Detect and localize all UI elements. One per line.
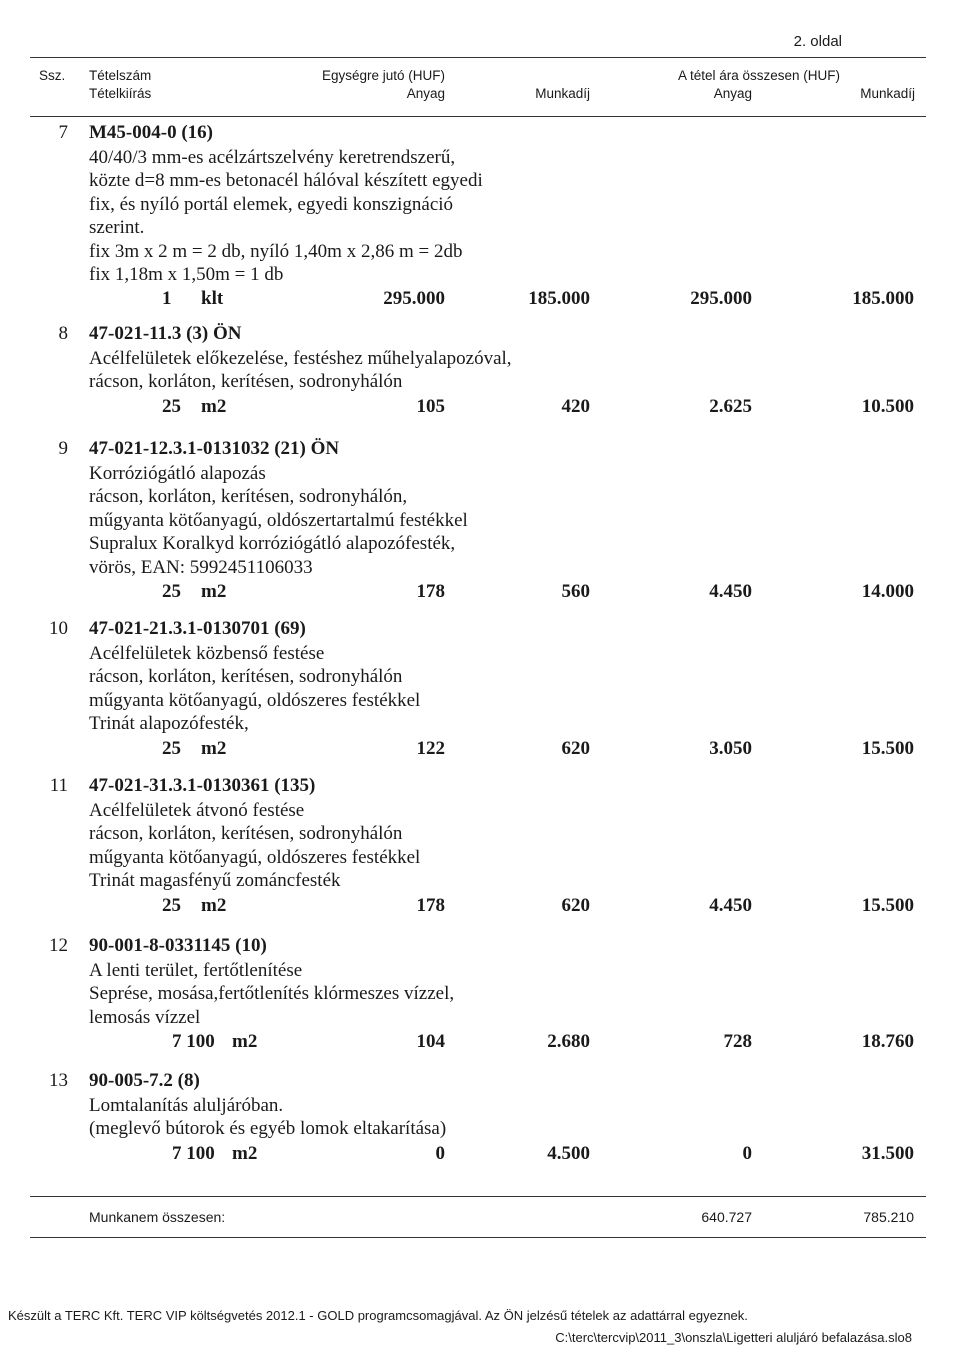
- footer-file-path: C:\terc\tercvip\2011_3\onszla\Ligetteri aluljáró befalazása.slo8: [555, 1330, 912, 1345]
- item-total-anyag: 2.625: [709, 395, 752, 417]
- item-qty-value: 1: [162, 288, 172, 310]
- item-number: 8: [58, 323, 68, 344]
- item-number: 11: [49, 775, 68, 796]
- item-total-munkadij: 185.000: [852, 288, 914, 310]
- item-unit-anyag: 104: [416, 1031, 445, 1053]
- header-total-anyag: Anyag: [713, 86, 752, 101]
- item-unit-munkadij: 620: [561, 737, 590, 759]
- item-number: 12: [49, 935, 68, 956]
- item-description-line: Lomtalanítás aluljáróban.: [89, 1095, 284, 1116]
- header-total-munkadij: Munkadíj: [860, 86, 915, 101]
- item-unit-munkadij: 420: [561, 395, 590, 417]
- item-code: M45-004-0 (16): [89, 122, 213, 143]
- summary-total-anyag: 640.727: [701, 1209, 752, 1225]
- item-qty-value: 7 100: [172, 1031, 215, 1053]
- header-unit-anyag: Anyag: [406, 86, 445, 101]
- item-description-line: lemosás vízzel: [89, 1006, 201, 1028]
- summary-top-rule: [30, 1196, 926, 1197]
- item-number: 13: [49, 1070, 68, 1091]
- item-code: 90-001-8-0331145 (10): [89, 935, 267, 956]
- page-number: 2. oldal: [793, 33, 842, 50]
- item-unit-munkadij: 2.680: [547, 1031, 590, 1053]
- item-description-line: Seprése, mosása,fertőtlenítés klórmeszes vízzel,: [89, 983, 455, 1005]
- item-number: 7: [58, 122, 68, 143]
- item-description-line: műgyanta kötőanyagú, oldószeres festékkel: [89, 846, 421, 868]
- item-description-line: Acélfelületek előkezelése, festéshez műhelyalapozóval,: [89, 348, 512, 369]
- item-total-anyag: 0: [742, 1142, 752, 1164]
- item-description-line: rácson, korláton, kerítésen, sodronyhálón: [89, 371, 403, 393]
- item-description-line: fix 3m x 2 m = 2 db, nyíló 1,40m x 2,86 m = 2db: [89, 240, 463, 262]
- item-qty-value: 25: [162, 395, 181, 417]
- item-qty-unit: m2: [232, 1031, 258, 1053]
- item-unit-anyag: 295.000: [383, 288, 445, 310]
- item-description-line: rácson, korláton, kerítésen, sodronyhálón: [89, 666, 403, 688]
- item-description-line: Korróziógátló alapozás: [89, 463, 266, 484]
- item-description-line: (meglevő bútorok és egyéb lomok eltakarítása): [89, 1118, 447, 1140]
- item-description: [89, 799, 420, 893]
- summary-total-munkadij: 785.210: [863, 1209, 914, 1225]
- item-unit-munkadij: 560: [561, 581, 590, 602]
- item-description: [89, 642, 420, 736]
- item-number: 9: [58, 438, 68, 459]
- item-description-line: szerint.: [89, 217, 145, 239]
- item-total-munkadij: 14.000: [861, 581, 914, 602]
- item-description: [89, 959, 454, 1029]
- item-total-munkadij: 15.500: [861, 737, 914, 759]
- item-qty-unit: m2: [201, 737, 227, 759]
- header-ssz: Ssz.: [39, 68, 66, 83]
- summary-label: Munkanem összesen:: [89, 1209, 226, 1225]
- item-total-anyag: 4.450: [709, 894, 752, 916]
- item-qty-value: 25: [162, 894, 181, 916]
- item-description-line: Supralux Koralkyd korróziógátló alapozófesték,: [89, 533, 456, 555]
- item-qty-value: 25: [162, 737, 181, 759]
- item-code: 47-021-31.3.1-0130361 (135): [89, 775, 316, 796]
- item-qty-value: 25: [162, 581, 181, 602]
- item-total-anyag: 295.000: [690, 288, 752, 310]
- item-unit-anyag: 178: [416, 894, 445, 916]
- item-qty-unit: m2: [201, 894, 227, 916]
- item-total-anyag: 4.450: [709, 581, 752, 602]
- item-code: 47-021-12.3.1-0131032 (21) ÖN: [89, 438, 340, 459]
- item-description: [89, 462, 468, 579]
- header-osszesen: A tétel ára összesen (HUF): [677, 68, 840, 83]
- item-total-anyag: 728: [723, 1031, 752, 1053]
- item-description-line: 40/40/3 mm-es acélzártszelvény keretrendszerű,: [89, 147, 456, 168]
- item-qty-unit: m2: [201, 395, 227, 417]
- item-unit-munkadij: 620: [561, 894, 590, 916]
- item-code: 47-021-11.3 (3) ÖN: [89, 323, 242, 344]
- item-unit-anyag: 0: [435, 1142, 445, 1164]
- item-qty-unit: klt: [201, 288, 224, 310]
- item-description-line: Trinát alapozófesték,: [89, 713, 249, 735]
- item-qty-unit: m2: [232, 1142, 258, 1164]
- item-description-line: Trinát magasfényű zománcfesték: [89, 870, 341, 892]
- item-unit-munkadij: 4.500: [547, 1142, 590, 1164]
- item-total-anyag: 3.050: [709, 737, 752, 759]
- item-total-munkadij: 15.500: [861, 894, 914, 916]
- header-tetelszam: Tételszám: [89, 68, 152, 83]
- item-description-line: rácson, korláton, kerítésen, sodronyhálón,: [89, 486, 408, 508]
- item-description-line: A lenti terület, fertőtlenítése: [89, 960, 303, 981]
- item-qty-unit: m2: [201, 581, 227, 602]
- item-total-munkadij: 31.500: [861, 1142, 914, 1164]
- item-total-munkadij: 18.760: [861, 1031, 914, 1053]
- item-description-line: rácson, korláton, kerítésen, sodronyhálón: [89, 823, 403, 845]
- item-unit-anyag: 178: [416, 581, 445, 602]
- item-number: 10: [49, 618, 68, 639]
- summary-bottom-rule: [30, 1237, 926, 1238]
- header-egysegre: Egységre jutó (HUF): [321, 68, 445, 83]
- item-description: [89, 1094, 446, 1141]
- item-total-munkadij: 10.500: [861, 395, 914, 417]
- item-code: 47-021-21.3.1-0130701 (69): [89, 618, 306, 639]
- item-description-line: műgyanta kötőanyagú, oldószeres festékkel: [89, 689, 421, 711]
- item-description: [89, 347, 512, 394]
- item-description-line: fix 1,18m x 1,50m = 1 db: [89, 264, 284, 286]
- item-unit-anyag: 122: [416, 737, 445, 759]
- item-unit-munkadij: 185.000: [528, 288, 590, 310]
- footer-credit: Készült a TERC Kft. TERC VIP költségvetés 2012.1 - GOLD programcsomagjával. Az ÖN jelzésű tételek az adattárral egyeznek.: [8, 1308, 748, 1323]
- header-top-rule: [30, 57, 926, 58]
- item-description-line: vörös, EAN: 5992451106033: [89, 556, 313, 578]
- item-description-line: műgyanta kötőanyagú, oldószertartalmú festékkel: [89, 509, 468, 531]
- item-description-line: Acélfelületek átvonó festése: [89, 800, 305, 821]
- header-tetelkiiras: Tételkiírás: [89, 86, 152, 101]
- item-description-line: közte d=8 mm-es betonacél hálóval készített egyedi: [89, 170, 483, 192]
- item-qty-value: 7 100: [172, 1142, 215, 1164]
- header-bottom-rule: [30, 116, 926, 117]
- item-description: [89, 146, 483, 286]
- item-description-line: fix, és nyíló portál elemek, egyedi konszignáció: [89, 193, 454, 215]
- item-unit-anyag: 105: [416, 395, 445, 417]
- item-description-line: Acélfelületek közbenső festése: [89, 643, 325, 664]
- item-code: 90-005-7.2 (8): [89, 1070, 200, 1091]
- header-unit-munkadij: Munkadíj: [535, 86, 590, 101]
